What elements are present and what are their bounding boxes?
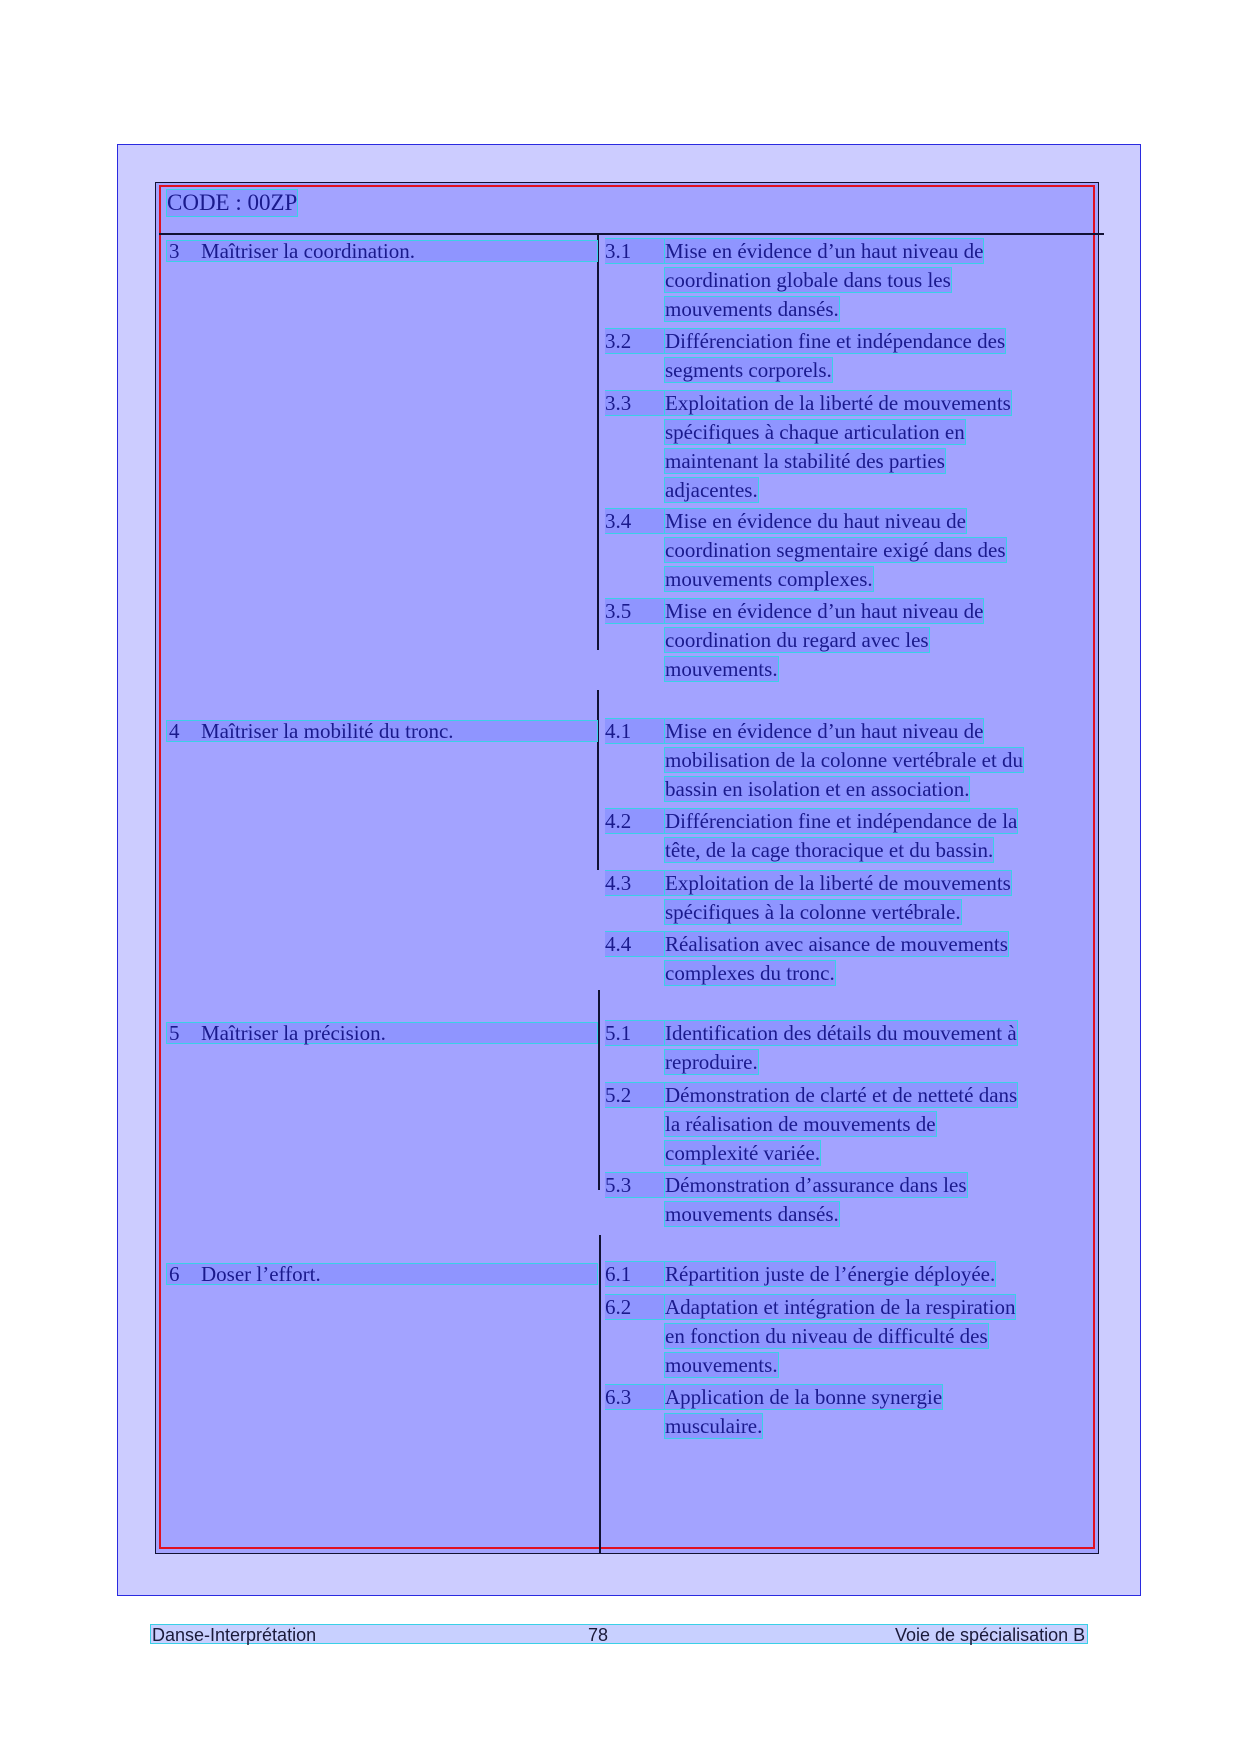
code-label: CODE : 00ZP — [167, 190, 298, 215]
criterion-line: complexité variée. — [665, 1141, 821, 1165]
header-divider — [159, 233, 1104, 235]
criterion-line: Démonstration d’assurance dans les — [665, 1173, 967, 1197]
footer-right: Voie de spécialisation B — [895, 1625, 1086, 1645]
footer-left: Danse-Interprétation — [152, 1625, 317, 1645]
criterion-line: Mise en évidence d’un haut niveau de — [665, 719, 984, 743]
criterion-number: 6.2 — [605, 1294, 666, 1320]
criterion-line: reproduire. — [665, 1050, 758, 1074]
competency-row — [166, 720, 598, 742]
criterion-line: Application de la bonne synergie — [665, 1385, 943, 1409]
competency-number: 6 — [169, 1262, 180, 1286]
criterion-line: la réalisation de mouvements de — [665, 1112, 936, 1136]
criterion-number: 5.1 — [605, 1020, 666, 1046]
criterion-line: musculaire. — [665, 1414, 763, 1438]
criterion-line: adjacentes. — [665, 478, 758, 502]
criterion-line: Exploitation de la liberté de mouvements — [665, 391, 1011, 415]
criterion-line: Exploitation de la liberté de mouvements — [665, 871, 1011, 895]
criterion-number: 4.3 — [605, 870, 666, 896]
criterion-line: spécifiques à chaque articulation en — [665, 420, 965, 444]
criterion-number: 6.1 — [605, 1261, 666, 1287]
competency-number: 3 — [169, 239, 180, 263]
criterion-number: 6.3 — [605, 1384, 666, 1410]
competency-title: Maîtriser la précision. — [201, 1021, 386, 1045]
criterion-line: Mise en évidence d’un haut niveau de — [665, 599, 984, 623]
criterion-line: tête, de la cage thoracique et du bassin. — [665, 838, 994, 862]
criterion-number: 4.1 — [605, 718, 666, 744]
criterion-line: coordination segmentaire exigé dans des — [665, 538, 1006, 562]
page-number: 78 — [588, 1625, 609, 1645]
criterion-line: segments corporels. — [665, 358, 832, 382]
column-divider — [597, 235, 599, 650]
criterion-line: mouvements dansés. — [665, 297, 839, 321]
criterion-number: 3.2 — [605, 328, 666, 354]
column-divider — [599, 1235, 601, 1510]
criterion-number: 5.2 — [605, 1082, 666, 1108]
criterion-line: bassin en isolation et en association. — [665, 777, 970, 801]
criterion-line: mouvements. — [665, 1353, 778, 1377]
criterion-line: coordination globale dans tous les — [665, 268, 951, 292]
column-divider — [597, 690, 599, 870]
competency-row — [166, 240, 598, 262]
criterion-line: Répartition juste de l’énergie déployée. — [665, 1262, 996, 1286]
criterion-line: maintenant la stabilité des parties — [665, 449, 945, 473]
competency-number: 4 — [169, 719, 180, 743]
criterion-number: 5.3 — [605, 1172, 666, 1198]
competency-number: 5 — [169, 1021, 180, 1045]
criterion-line: Différenciation fine et indépendance des — [665, 329, 1006, 353]
criterion-line: mouvements dansés. — [665, 1202, 839, 1226]
criterion-line: Adaptation et intégration de la respiration — [665, 1295, 1016, 1319]
criterion-line: Réalisation avec aisance de mouvements — [665, 932, 1008, 956]
criterion-line: Mise en évidence du haut niveau de — [665, 509, 966, 533]
criterion-number: 3.4 — [605, 508, 666, 534]
criterion-line: en fonction du niveau de difficulté des — [665, 1324, 988, 1348]
criterion-number: 4.2 — [605, 808, 666, 834]
column-divider — [599, 1510, 601, 1553]
criterion-line: mouvements complexes. — [665, 567, 873, 591]
code-title — [167, 189, 297, 217]
competency-row — [166, 1022, 598, 1044]
criterion-line: spécifiques à la colonne vertébrale. — [665, 900, 961, 924]
competency-title: Doser l’effort. — [201, 1262, 321, 1286]
column-divider — [598, 990, 600, 1190]
criterion-number: 3.5 — [605, 598, 666, 624]
competency-title: Maîtriser la coordination. — [201, 239, 416, 263]
criterion-line: mouvements. — [665, 657, 778, 681]
criterion-number: 4.4 — [605, 931, 666, 957]
criterion-line: mobilisation de la colonne vertébrale et du — [665, 748, 1024, 772]
criterion-line: coordination du regard avec les — [665, 628, 929, 652]
criterion-line: Identification des détails du mouvement à — [665, 1021, 1017, 1045]
criterion-line: complexes du tronc. — [665, 961, 835, 985]
criterion-number: 3.3 — [605, 390, 666, 416]
competency-row — [166, 1263, 598, 1285]
competency-title: Maîtriser la mobilité du tronc. — [201, 719, 454, 743]
criterion-line: Démonstration de clarté et de netteté dans — [665, 1083, 1018, 1107]
criterion-line: Différenciation fine et indépendance de la — [665, 809, 1018, 833]
criterion-line: Mise en évidence d’un haut niveau de — [665, 239, 984, 263]
criterion-number: 3.1 — [605, 238, 666, 264]
